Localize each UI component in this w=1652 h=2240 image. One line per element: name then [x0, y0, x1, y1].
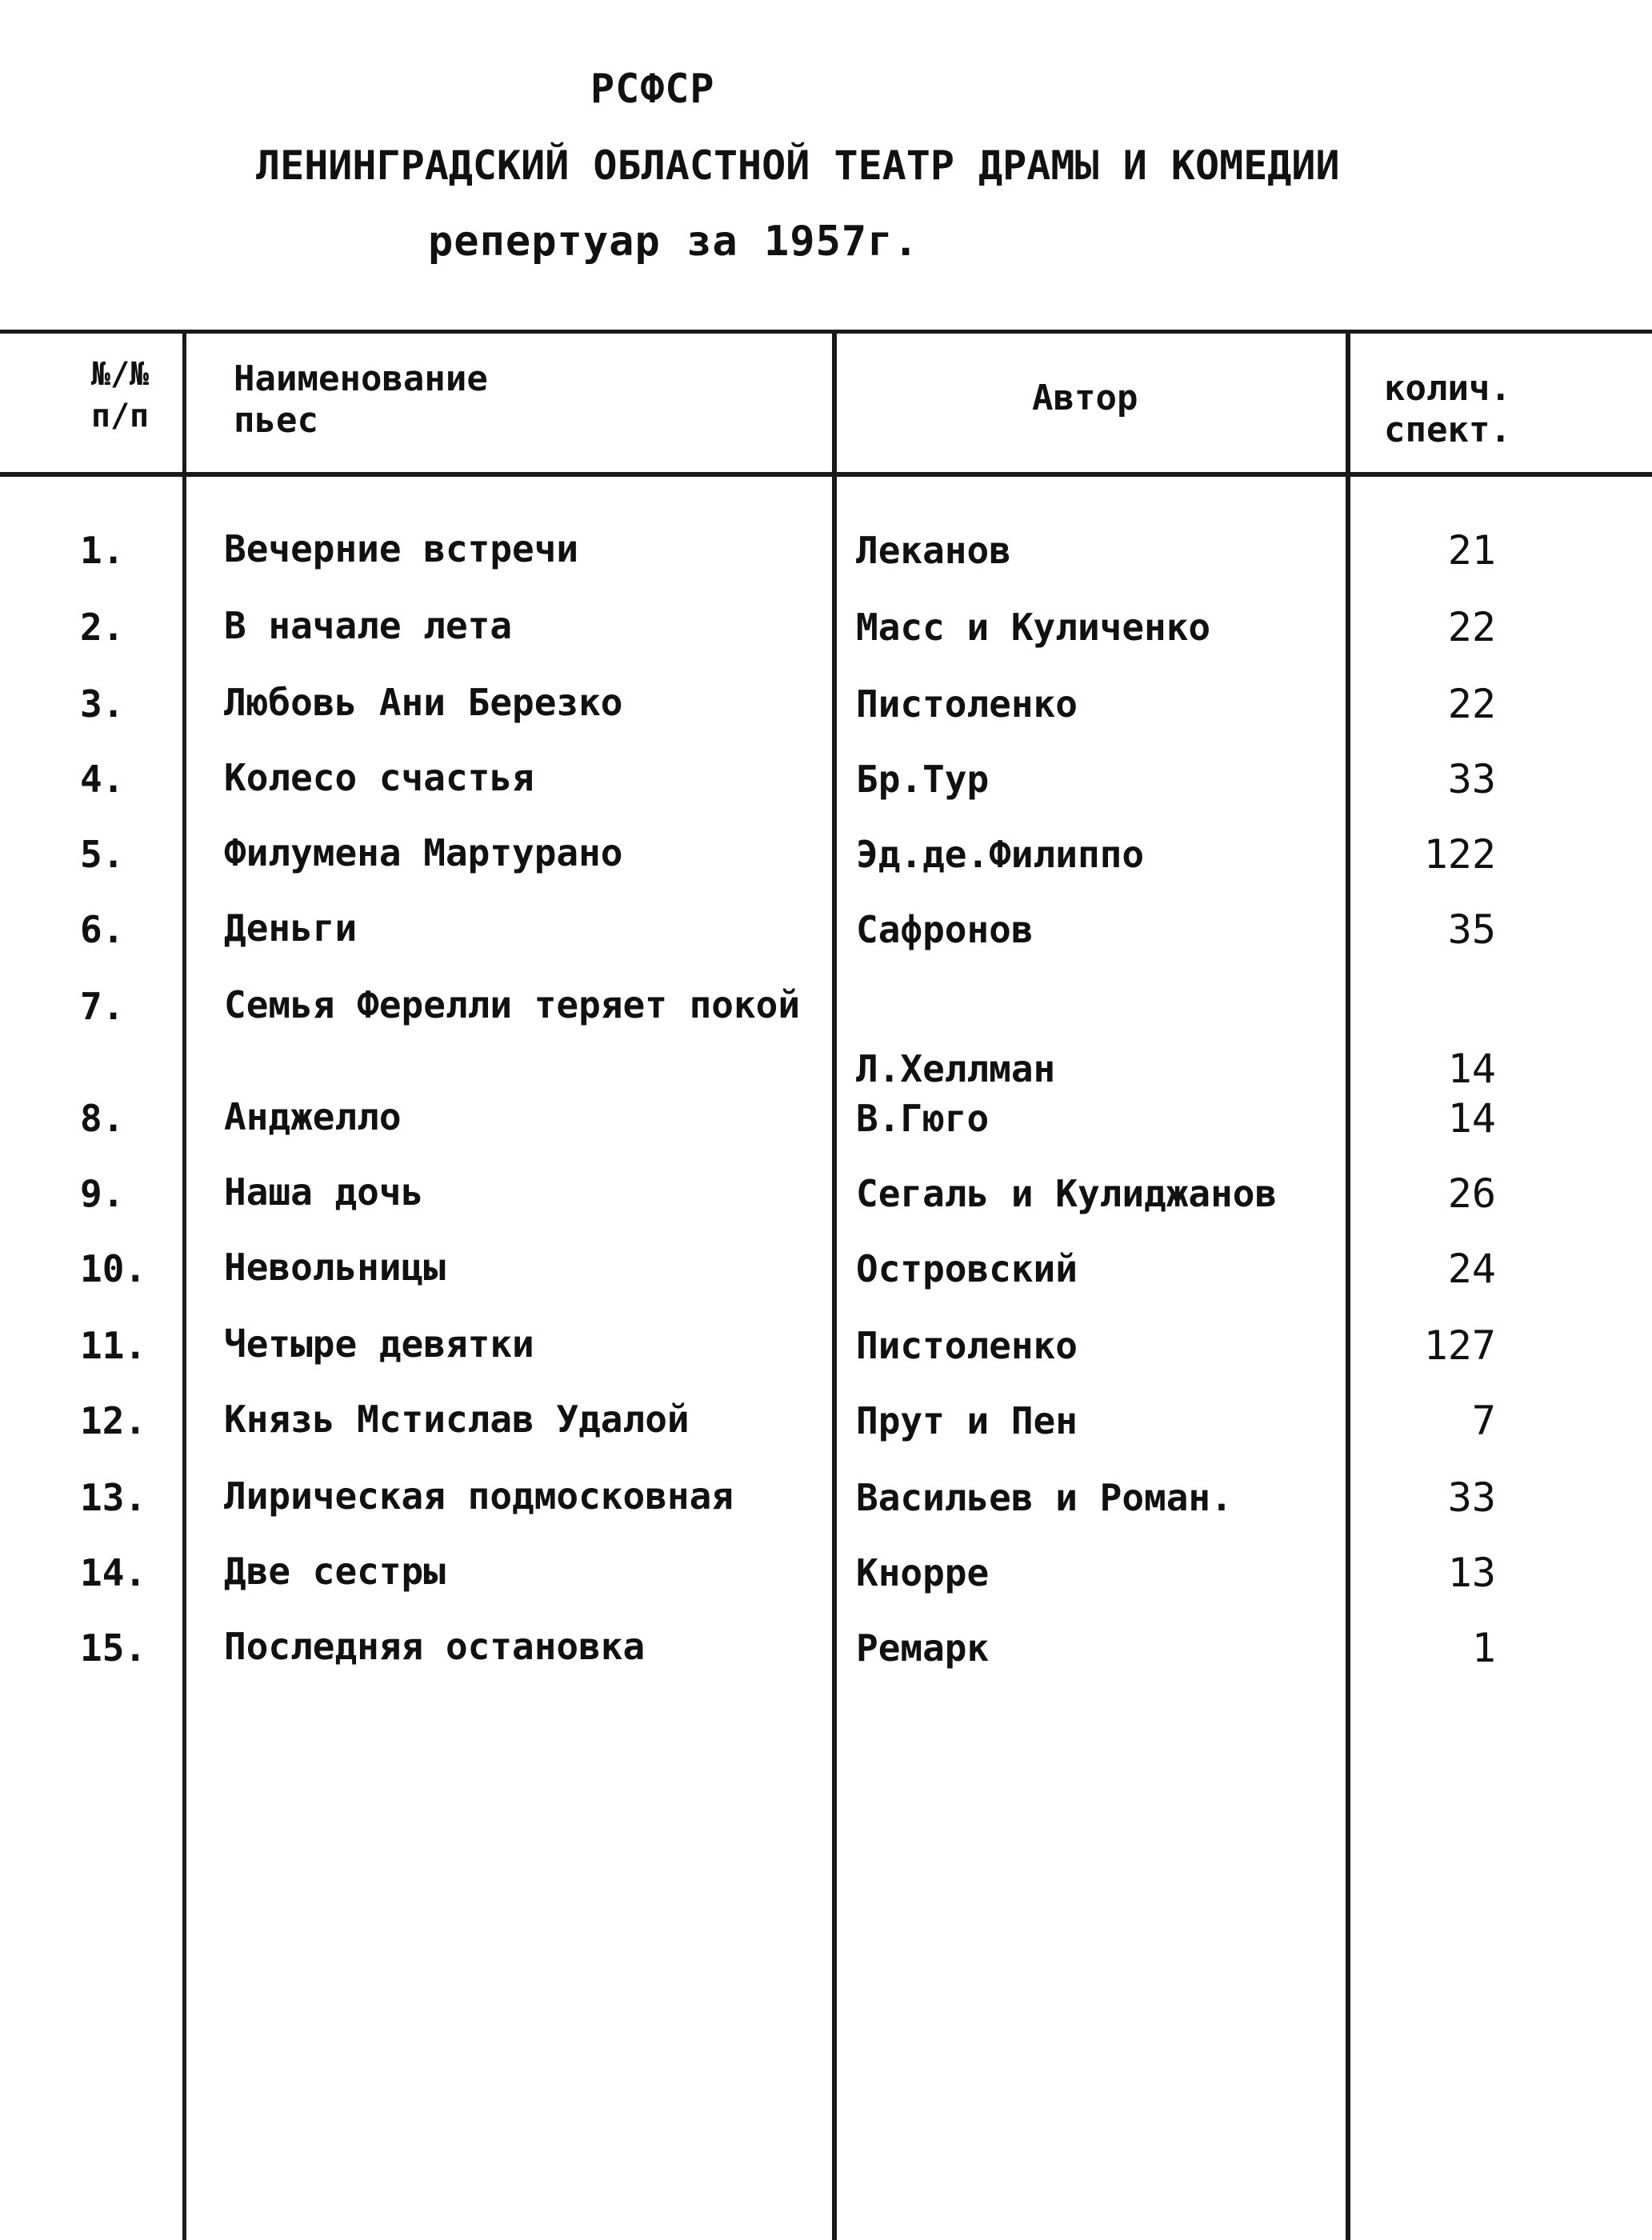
row-number: 8.	[80, 1097, 125, 1140]
row-number: 15.	[80, 1626, 147, 1670]
table-row	[0, 1627, 1652, 1702]
row-play-title: В начале лета	[224, 604, 513, 647]
row-number: 10.	[80, 1247, 147, 1290]
row-author: Пистоленко	[856, 1324, 1078, 1367]
row-play-title: Колесо счастья	[224, 756, 534, 799]
row-author: Бр.Тур	[856, 758, 990, 801]
table-top-rule	[0, 330, 1652, 334]
table-row	[0, 1552, 1652, 1627]
table-row	[0, 1170, 1652, 1248]
row-play-title: Любовь Ани Березко	[224, 681, 623, 724]
row-author: Прут и Пен	[856, 1399, 1078, 1442]
header-republic: РСФСР	[590, 66, 715, 112]
row-performance-count: 127	[1423, 1322, 1496, 1369]
row-number: 1.	[80, 529, 125, 572]
row-author: Пистоленко	[856, 682, 1078, 726]
table-row	[0, 683, 1652, 758]
row-performance-count: 21	[1447, 527, 1496, 574]
table-row	[0, 758, 1652, 834]
table-row	[0, 1474, 1652, 1552]
row-performance-count: 24	[1447, 1246, 1496, 1292]
row-author: Сафронов	[856, 908, 1034, 951]
row-performance-count: 122	[1423, 831, 1496, 878]
column-header-title	[234, 358, 794, 442]
row-performance-count: 33	[1447, 756, 1496, 802]
column-header-number-label: №/№ п/п	[90, 356, 150, 434]
row-play-title: Лирическая подмосковная	[224, 1474, 734, 1518]
row-author: Островский	[856, 1247, 1078, 1290]
column-header-title-label: Наименование пьес	[234, 358, 488, 441]
table-row	[0, 1400, 1652, 1475]
row-play-title: Последняя остановка	[224, 1625, 646, 1668]
table-header-rule	[0, 472, 1652, 477]
column-header-number	[72, 354, 168, 437]
row-play-title: Анджелло	[224, 1095, 402, 1138]
row-author: Эд.де.Филиппо	[856, 833, 1145, 876]
row-performance-count: 7	[1471, 1398, 1496, 1444]
row-play-title: Две сестры	[224, 1550, 446, 1593]
table-row	[0, 606, 1652, 682]
row-performance-count: 14	[1447, 1046, 1496, 1092]
row-performance-count: 35	[1447, 906, 1496, 953]
row-author: Леканов	[856, 529, 1011, 572]
table-row	[0, 527, 1652, 605]
row-number: 13.	[80, 1476, 147, 1519]
row-play-title: Деньги	[224, 906, 358, 950]
table-row	[0, 906, 1652, 984]
row-author: Сегаль и Кулиджанов	[856, 1172, 1278, 1215]
row-performance-count: 33	[1447, 1474, 1496, 1521]
row-performance-count: 26	[1447, 1170, 1496, 1217]
row-performance-count: 14	[1447, 1095, 1496, 1142]
row-number: 2.	[80, 606, 125, 649]
row-number: 12.	[80, 1399, 147, 1442]
row-play-title: Филумена Мартурано	[224, 831, 623, 874]
table-row	[0, 831, 1652, 909]
row-author: Масс и Куличенко	[856, 606, 1211, 649]
row-number: 3.	[80, 682, 125, 726]
column-header-count-label: колич. спект.	[1384, 368, 1511, 450]
row-number: 7.	[80, 985, 125, 1028]
row-author: Л.Хеллман	[856, 1047, 1056, 1090]
row-performance-count: 22	[1447, 681, 1496, 727]
row-number: 14.	[80, 1551, 147, 1594]
table-row	[0, 1248, 1652, 1323]
row-play-title: Невольницы	[224, 1246, 446, 1289]
row-number: 11.	[80, 1324, 147, 1367]
row-play-title: Четыре девятки	[224, 1322, 534, 1366]
column-header-author: Автор	[1032, 378, 1138, 418]
row-play-title: Семья Ферелли теряет покой	[224, 983, 801, 1026]
row-play-title: Вечерние встречи	[224, 527, 579, 570]
row-performance-count: 1	[1471, 1625, 1496, 1671]
column-header-count	[1384, 368, 1552, 451]
header-theatre-name: ЛЕНИНГРАДСКИЙ ОБЛАСТНОЙ ТЕАТР ДРАМЫ И КОМЕДИИ	[256, 142, 1340, 189]
row-number: 5.	[80, 833, 125, 876]
header-repertoire-year: репертуар за 1957г.	[428, 218, 919, 266]
row-play-title: Князь Мстислав Удалой	[224, 1398, 690, 1441]
row-number: 9.	[80, 1172, 125, 1215]
row-performance-count: 13	[1447, 1550, 1496, 1596]
row-author: Ремарк	[856, 1626, 990, 1670]
row-author: Васильев и Роман.	[856, 1476, 1233, 1519]
row-play-title: Наша дочь	[224, 1170, 424, 1214]
row-performance-count: 22	[1447, 604, 1496, 650]
row-number: 4.	[80, 758, 125, 801]
table-row	[0, 1095, 1652, 1173]
row-author: Кнорре	[856, 1551, 990, 1594]
row-author: В.Гюго	[856, 1097, 990, 1140]
row-number: 6.	[80, 908, 125, 951]
table-row	[0, 983, 1652, 1092]
table-row	[0, 1322, 1652, 1400]
